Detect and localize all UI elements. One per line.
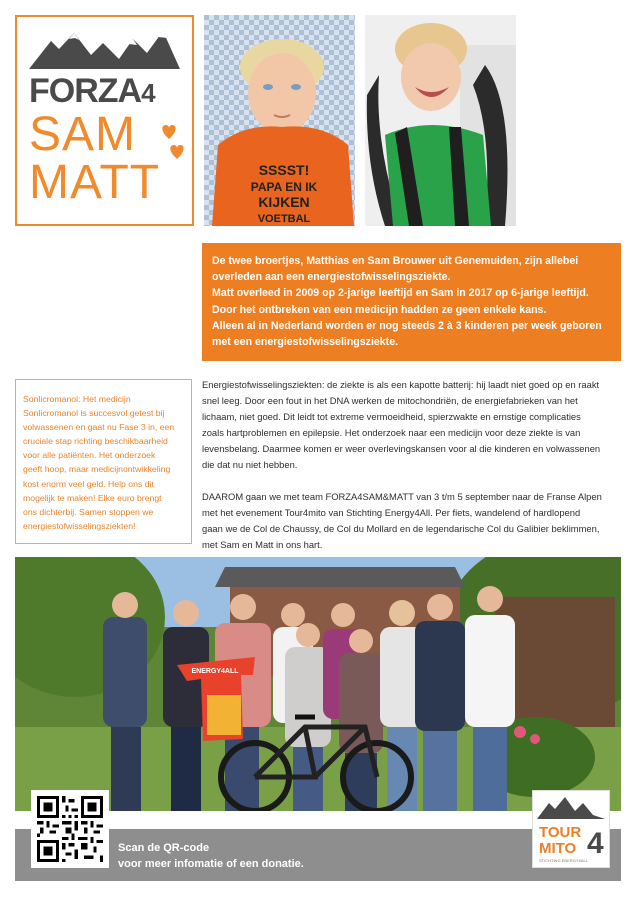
paragraph-2-line: gaan we de Col de Chaussy, de Col du Mollard en de legendarische Col du Galibier beklimmen, [202, 523, 600, 534]
sidebar-line: voor alle patiënten. Het onderzoek [23, 450, 156, 461]
photo-boy-wheelchair [365, 15, 516, 226]
sidebar-line: ons dichterbij. Samen stoppen we [23, 506, 154, 517]
intro-line: met een energiestofwisselingsziekte. [212, 336, 399, 349]
mountains-icon [29, 29, 180, 69]
sidebar-line: mogelijk te maken! Elke euro brengt [23, 492, 162, 503]
forza4sammatt-logo [15, 15, 194, 226]
paragraph-2-line: met Sam en Matt in ons hart. [202, 539, 323, 550]
intro-line: Alleen al in Nederland worden er nog steeds 2 à 3 kinderen per week geboren [212, 319, 602, 332]
footer-text [118, 840, 304, 872]
footer-line: voor meer infomatie of een donatie. [118, 858, 304, 870]
sidebar-line: energiestofwisselingsziekten! [23, 520, 136, 531]
team-photo [15, 557, 621, 811]
tour-logo-tagline: STICHTING ENERGY4ALL [539, 858, 588, 863]
shirt-text-2: PAPA EN IK [250, 180, 318, 194]
logo-forza-text: FORZA4 [29, 72, 155, 110]
sidebar-line: geeft hoop, maar medicijnontwikkeling [23, 464, 171, 475]
shirt-text-1: SSSST! [258, 162, 310, 178]
sidebar-line: cruciale stap richting beschikbaarheid [23, 436, 168, 447]
shirt-text-3: KIJKEN [258, 194, 310, 210]
jersey-text: ENERGY4ALL [191, 668, 239, 675]
paragraph-1-line: levensbelang. Daarmee komen er weer overlevingskansen voor al die kinderen en volwassenen [202, 443, 601, 454]
tour4mito-logo [532, 790, 610, 868]
footer-line: Scan de QR-code [118, 842, 210, 854]
intro-highlight-box [202, 243, 621, 361]
shirt-text-4: VOETBAL [257, 213, 311, 225]
tour-logo-line2: MITO [539, 840, 577, 857]
logo-sam-text: SAM [29, 108, 137, 161]
paragraph-1-line: Energiestofwisselingsziekten: de ziekte is als een kapotte batterij: hij laadt niet goed op en raakt [202, 379, 600, 390]
sidebar-line: volwassenen en gaat nu Fase 3 in, een [23, 422, 175, 433]
sidebar-line: Sonlicromanol: Het medicijn [23, 394, 131, 404]
tour-logo-line1: TOUR [539, 824, 582, 841]
paragraph-2-line: met het evenement Tour4mito van Stichting Energy4All. Per fiets, wandelend of hardlopend [202, 507, 581, 518]
intro-line: De twee broertjes, Matthias en Sam Brouwer uit Genemuiden, zijn allebei [212, 255, 579, 267]
qr-code[interactable] [31, 790, 109, 868]
sidebar-line: kost enorm veel geld. Help ons dit [23, 478, 154, 489]
paragraph-2-line: DAAROM gaan we met team FORZA4SAM&MATT van 3 t/m 5 september naar de Franse Alpen [202, 491, 602, 502]
intro-line: Door het ontbreken van een medicijn hadden ze geen enkele kans. [212, 303, 547, 316]
sonlicromanol-sidebar [15, 379, 192, 544]
hearts-icon [159, 121, 185, 161]
sidebar-line: Sonlicromanol is succesvol getest bij [23, 408, 165, 419]
body-text [202, 377, 622, 553]
qr-code-icon [37, 796, 103, 862]
intro-line: Matt overleed in 2009 op 2-jarige leeftijd en Sam in 2017 op 6-jarige leeftijd. [212, 287, 589, 300]
photo-boy-orange-shirt [204, 15, 355, 226]
paragraph-1-line: die dat nu niet hebben. [202, 459, 298, 470]
paragraph-1-line: snel leeg. Door een fout in het DNA werken de mitochondriën, de energiefabrieken van het [202, 395, 578, 406]
paragraph-1-line: zoals hartproblemen en epilepsie. Het onderzoek naar een medicijn voor deze ziekte is van [202, 427, 581, 438]
paragraph-1-line: lichaam, niet goed. Dit leidt tot extreme vermoeidheid, spierzwakte en ernstige complicaties [202, 411, 581, 422]
tour-logo-number: 4 [587, 827, 604, 860]
logo-matt-text: MATT [29, 156, 161, 209]
intro-line: overleden aan een energiestofwisselingsziekte. [212, 271, 451, 284]
